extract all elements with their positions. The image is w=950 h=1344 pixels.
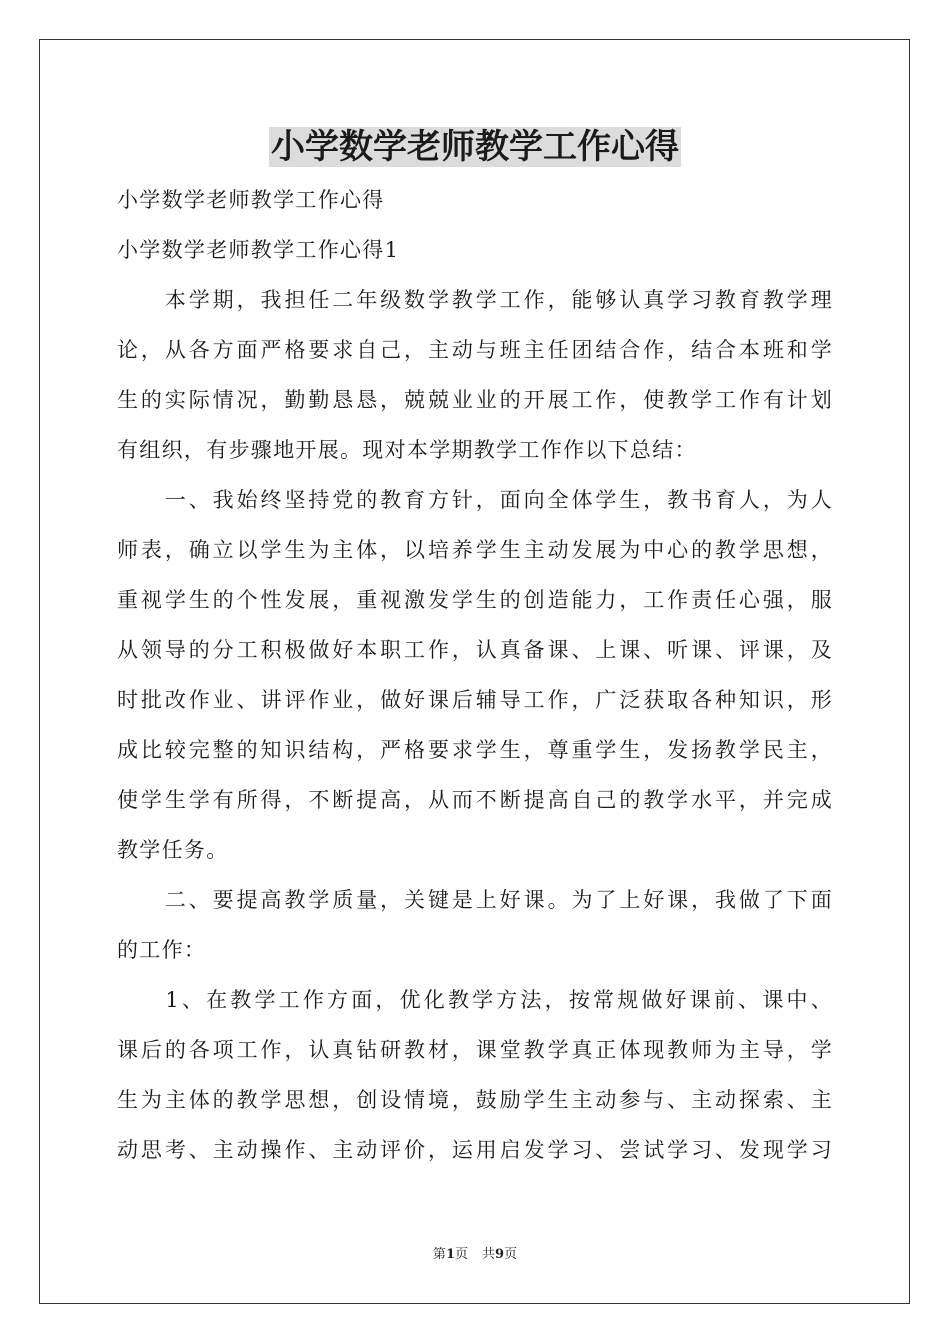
footer-total-pages: 9 bbox=[495, 1247, 505, 1262]
text-line: 二、要提高教学质量，关键是上好课。为了上好课，我做了下面 bbox=[117, 888, 833, 912]
text-line: 重视学生的个性发展，重视激发学生的创造能力，工作责任心强，服 bbox=[117, 588, 833, 612]
text-line: 成比较完整的知识结构，严格要求学生，尊重学生，发扬教学民主， bbox=[117, 738, 833, 762]
text-line: 从领导的分工积极做好本职工作，认真备课、上课、听课、评课，及 bbox=[117, 638, 833, 662]
footer-page-prefix: 第 bbox=[432, 1247, 446, 1262]
footer-total-suffix: 页 bbox=[504, 1247, 518, 1262]
text-line: 教学任务。 bbox=[117, 838, 229, 862]
footer-total-prefix: 共 bbox=[482, 1247, 496, 1262]
text-line: 有组织，有步骤地开展。现对本学期教学工作作以下总结： bbox=[117, 438, 697, 462]
text-line: 小学数学老师教学工作心得1 bbox=[117, 238, 400, 262]
document-title-text: 小学数学老师教学工作心得 bbox=[271, 127, 679, 167]
footer-page-number: 1 bbox=[445, 1247, 455, 1262]
text-line: 使学生学有所得，不断提高，从而不断提高自己的教学水平，并完成 bbox=[117, 788, 833, 812]
document-title bbox=[0, 122, 950, 172]
page-footer bbox=[0, 1245, 950, 1265]
text-line: 本学期，我担任二年级数学教学工作，能够认真学习教育教学理 bbox=[117, 288, 833, 312]
text-line: 生的实际情况，勤勤恳恳，兢兢业业的开展工作，使教学工作有计划 bbox=[117, 388, 833, 412]
text-line: 时批改作业、讲评作业，做好课后辅导工作，广泛获取各种知识，形 bbox=[117, 688, 833, 712]
text-line: 的工作： bbox=[117, 938, 207, 962]
text-line: 小学数学老师教学工作心得 bbox=[117, 188, 385, 212]
footer-page-suffix: 页 bbox=[454, 1247, 468, 1262]
text-line: 师表，确立以学生为主体，以培养学生主动发展为中心的教学思想， bbox=[117, 538, 833, 562]
text-line: 论，从各方面严格要求自己，主动与班主任团结合作，结合本班和学 bbox=[117, 338, 833, 362]
text-line: 1、在教学工作方面，优化教学方法，按常规做好课前、课中、 bbox=[117, 988, 833, 1012]
text-line: 动思考、主动操作、主动评价，运用启发学习、尝试学习、发现学习 bbox=[117, 1138, 833, 1162]
document-body bbox=[117, 175, 833, 1175]
text-line: 生为主体的教学思想，创设情境，鼓励学生主动参与、主动探索、主 bbox=[117, 1088, 833, 1112]
text-line: 一、我始终坚持党的教育方针，面向全体学生，教书育人，为人 bbox=[117, 488, 833, 512]
text-line: 课后的各项工作，认真钻研教材，课堂教学真正体现教师为主导，学 bbox=[117, 1038, 833, 1062]
